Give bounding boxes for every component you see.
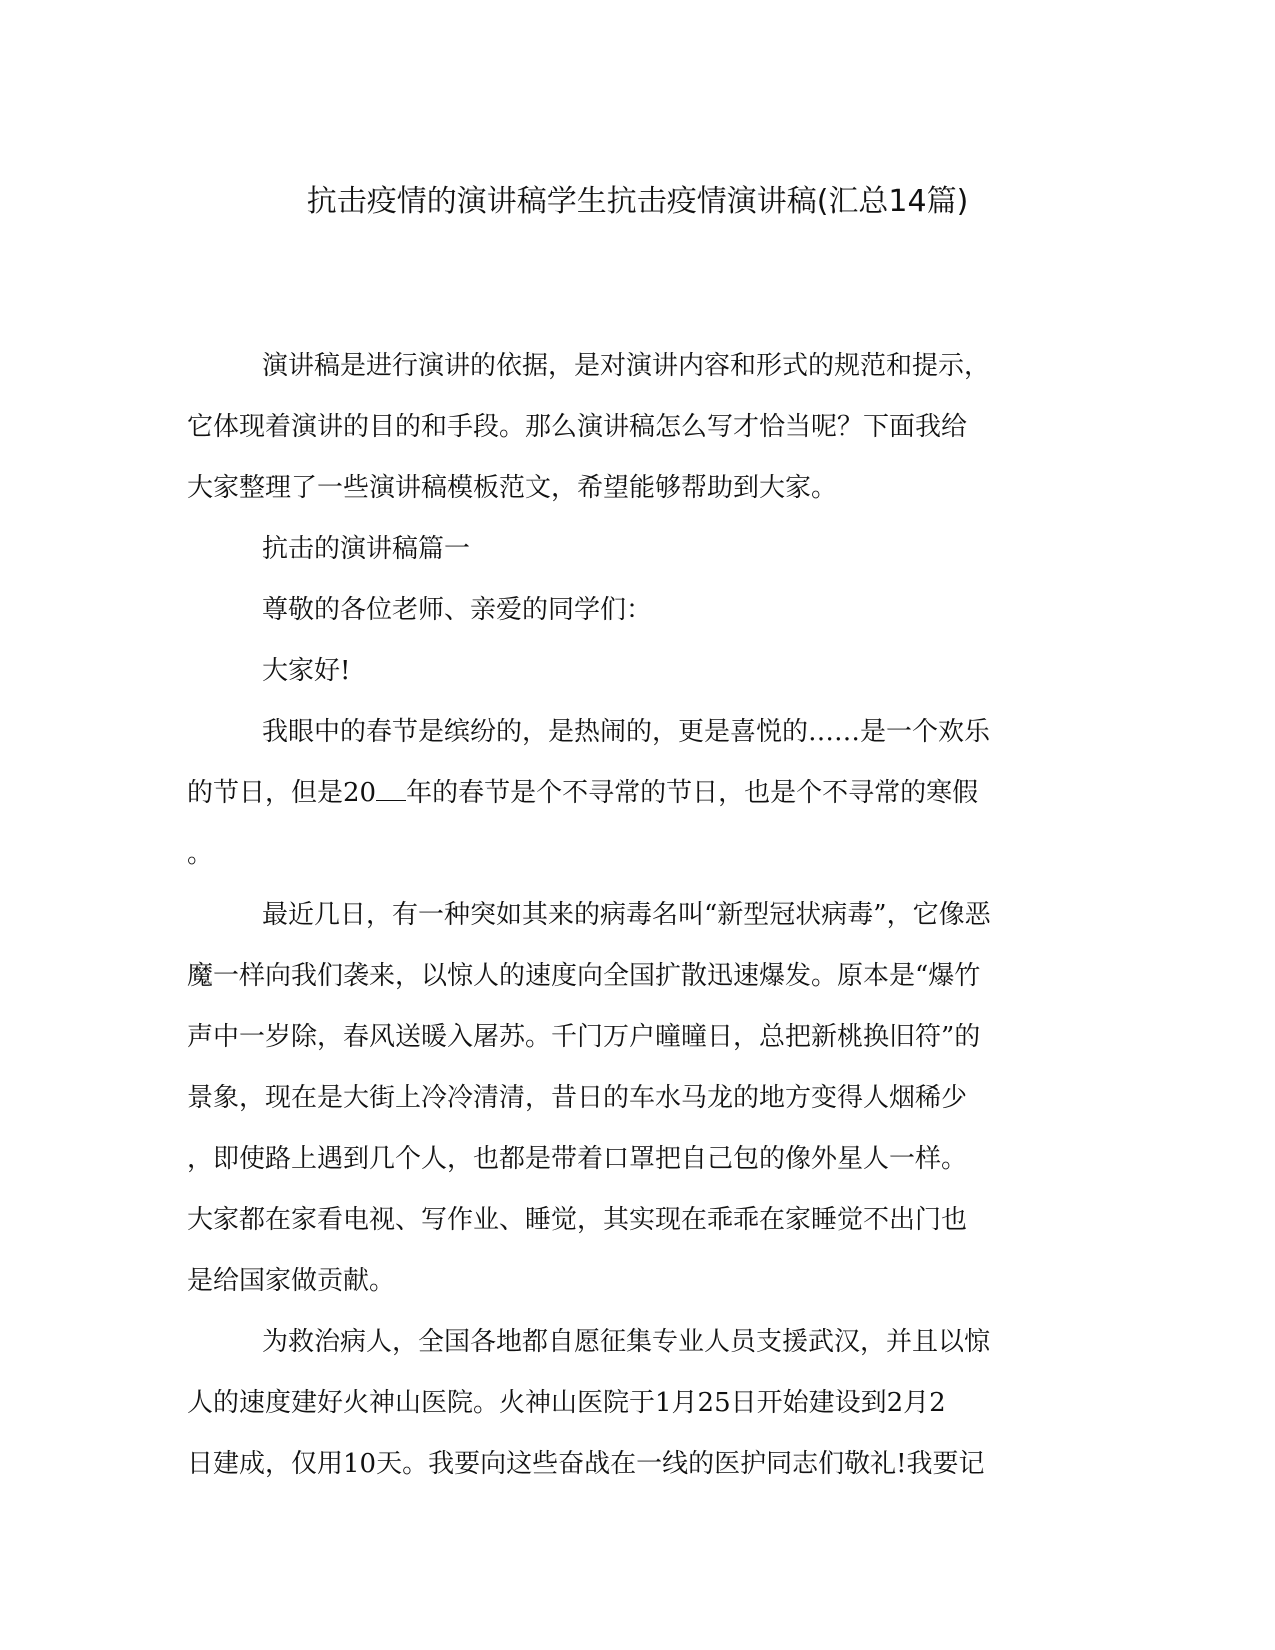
section-heading: 抗击的演讲稿篇一 — [262, 534, 471, 564]
paragraph-virus-line-4: 景象，现在是大街上冷冷清清，昔日的车水马龙的地方变得人烟稀少 — [187, 1083, 968, 1113]
paragraph-hospital-line-1: 为救治病人，全国各地都自愿征集专业人员支援武汉，并且以惊 — [262, 1327, 991, 1357]
paragraph-virus-line-5: ，即使路上遇到几个人，也都是带着口罩把自己包的像外星人一样。 — [187, 1144, 968, 1174]
paragraph-virus-line-2: 魔一样向我们袭来，以惊人的速度向全国扩散迅速爆发。原本是“爆竹 — [187, 961, 981, 991]
paragraph-spring-line-1: 我眼中的春节是缤纷的，是热闹的，更是喜悦的……是一个欢乐 — [262, 717, 991, 747]
paragraph-intro-line-3: 大家整理了一些演讲稿模板范文，希望能够帮助到大家。 — [187, 473, 838, 503]
paragraph-virus-line-3: 声中一岁除，春风送暖入屠苏。千门万户曈曈日，总把新桃换旧符”的 — [187, 1022, 981, 1052]
blank-underline — [376, 770, 406, 801]
paragraph-hospital-line-2: 人的速度建好火神山医院。火神山医院于1月25日开始建设到2月2 — [187, 1388, 946, 1418]
paragraph-virus-line-7: 是给国家做贡献。 — [187, 1266, 396, 1296]
paragraph-spring-line-2 — [187, 763, 1063, 824]
paragraph-spring-line-2-part-a: 的节日，但是20 — [187, 778, 377, 808]
paragraph-virus-line-1: 最近几日，有一种突如其来的病毒名叫“新型冠状病毒”，它像恶 — [262, 900, 991, 930]
document-title: 抗击疫情的演讲稿学生抗击疫情演讲稿(汇总14篇) — [306, 184, 969, 219]
document-body — [187, 336, 1063, 1495]
greeting: 大家好! — [262, 656, 351, 686]
paragraph-spring-line-2-part-b: 年的春节是个不寻常的节日，也是个不寻常的寒假 — [406, 778, 979, 808]
salutation: 尊敬的各位老师、亲爱的同学们： — [262, 595, 653, 625]
paragraph-intro-line-1: 演讲稿是进行演讲的依据，是对演讲内容和形式的规范和提示， — [262, 351, 991, 381]
paragraph-intro-line-2: 它体现着演讲的目的和手段。那么演讲稿怎么写才恰当呢？下面我给 — [187, 412, 968, 442]
paragraph-hospital-line-3: 日建成，仅用10天。我要向这些奋战在一线的医护同志们敬礼!我要记 — [187, 1449, 985, 1479]
paragraph-spring-line-3: 。 — [187, 839, 214, 869]
paragraph-virus-line-6: 大家都在家看电视、写作业、睡觉，其实现在乖乖在家睡觉不出门也 — [187, 1205, 968, 1235]
